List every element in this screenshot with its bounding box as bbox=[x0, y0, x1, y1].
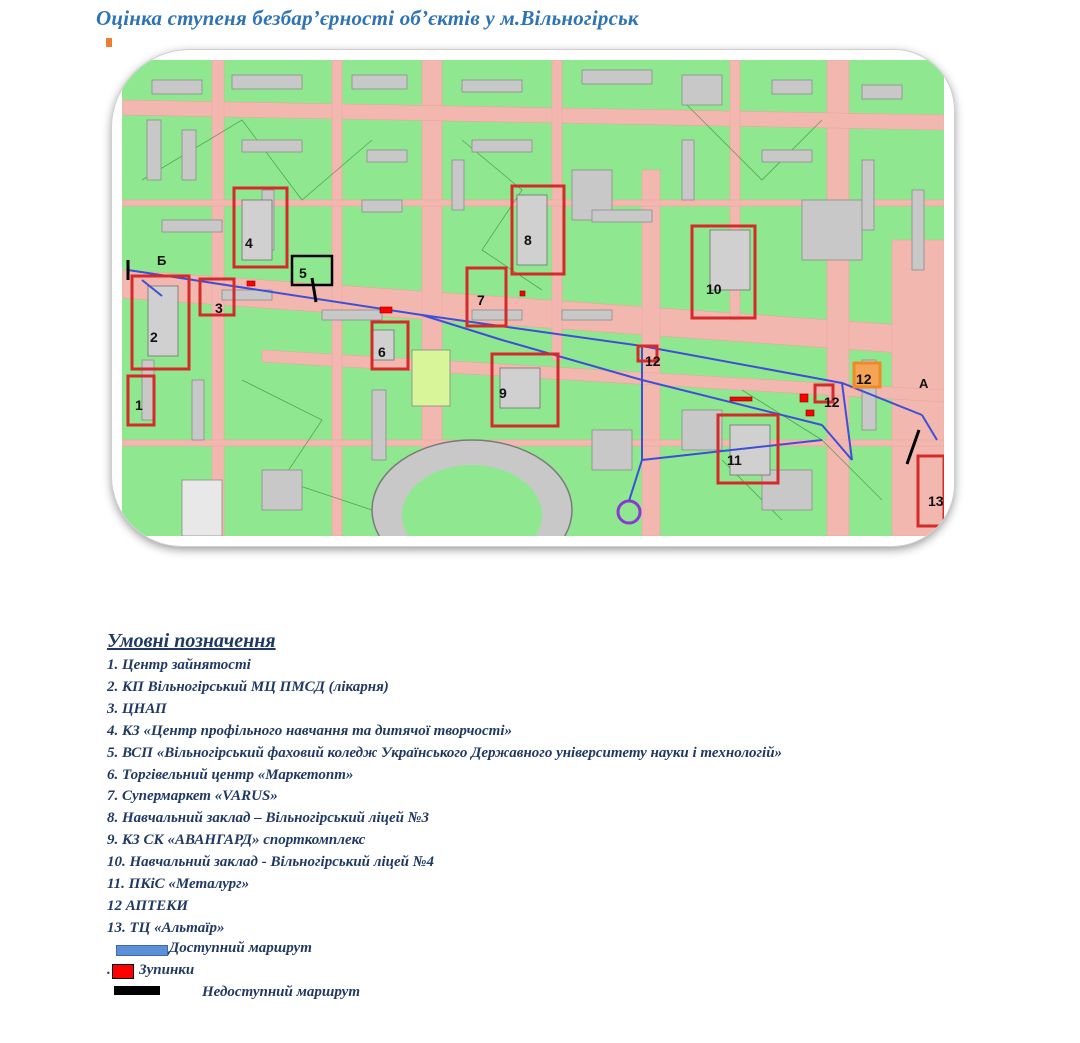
city-map[interactable] bbox=[122, 60, 944, 536]
legend-item-2: 2. КП Вільногірський МЦ ПМСД (лікарня) bbox=[107, 678, 389, 695]
legend-heading: Умовні позначення bbox=[107, 630, 276, 652]
key-stops-prefix: . bbox=[107, 961, 111, 978]
page-title: Оцінка ступеня безбар’єрності об’єктів у м.Вільногірськ bbox=[96, 6, 639, 30]
marker-7: 7 bbox=[477, 292, 485, 308]
marker-12-a: 12 bbox=[645, 353, 661, 369]
marker-1: 1 bbox=[135, 397, 143, 413]
key-stops bbox=[107, 962, 1007, 984]
key-accessible-route bbox=[107, 940, 1007, 962]
marker-4: 4 bbox=[245, 235, 253, 251]
legend-item-5: 5. ВСП «Вільногірський фаховий коледж Українського Державного університету науки і технологій» bbox=[107, 744, 783, 761]
legend bbox=[107, 630, 1007, 1006]
street-label-a: А bbox=[919, 376, 929, 391]
marker-6: 6 bbox=[378, 344, 386, 360]
stop-swatch bbox=[112, 964, 134, 979]
legend-item-13: 13. ТЦ «Альтаїр» bbox=[107, 919, 225, 936]
legend-item-4: 4. КЗ «Центр профільного навчання та дитячої творчості» bbox=[107, 722, 512, 739]
marker-12-b: 12 bbox=[856, 371, 872, 387]
marker-10: 10 bbox=[706, 281, 722, 297]
marker-2: 2 bbox=[150, 329, 158, 345]
marker-13: 13 bbox=[928, 493, 944, 509]
legend-item-9: 9. КЗ СК «АВАНГАРД» спорткомплекс bbox=[107, 832, 366, 849]
street-label-b: Б bbox=[157, 253, 167, 268]
key-accessible-label: Доступний маршрут bbox=[169, 939, 312, 956]
legend-item-3: 3. ЦНАП bbox=[107, 700, 167, 717]
key-stops-label: Зупинки bbox=[139, 961, 195, 978]
legend-item-12: 12 АПТЕКИ bbox=[107, 897, 189, 914]
legend-list bbox=[107, 655, 1007, 940]
accessible-route-swatch bbox=[116, 945, 168, 956]
marker-3: 3 bbox=[215, 300, 223, 316]
inaccessible-route-swatch bbox=[114, 986, 160, 995]
marker-11: 11 bbox=[727, 452, 742, 468]
key-inaccessible-label: Недоступний маршрут bbox=[202, 983, 361, 1000]
key-inaccessible-route bbox=[107, 984, 1007, 1006]
legend-item-6: 6. Торгівельний центр «Маркетопт» bbox=[107, 766, 354, 783]
legend-item-10: 10. Навчальний заклад - Вільногірський ліцей №4 bbox=[107, 854, 434, 871]
legend-item-7: 7. Супермаркет «VARUS» bbox=[107, 788, 278, 805]
legend-item-11: 11. ПКіС «Металург» bbox=[107, 876, 250, 893]
title-marker bbox=[106, 38, 112, 47]
legend-item-8: 8. Навчальний заклад – Вільногірський ліцей №3 bbox=[107, 810, 429, 827]
marker-12-c: 12 bbox=[824, 394, 840, 410]
marker-9: 9 bbox=[499, 385, 507, 401]
marker-8: 8 bbox=[524, 232, 532, 248]
legend-item-1: 1. Центр зайнятості bbox=[107, 657, 251, 673]
marker-5: 5 bbox=[299, 265, 307, 281]
map-frame[interactable] bbox=[112, 50, 954, 546]
